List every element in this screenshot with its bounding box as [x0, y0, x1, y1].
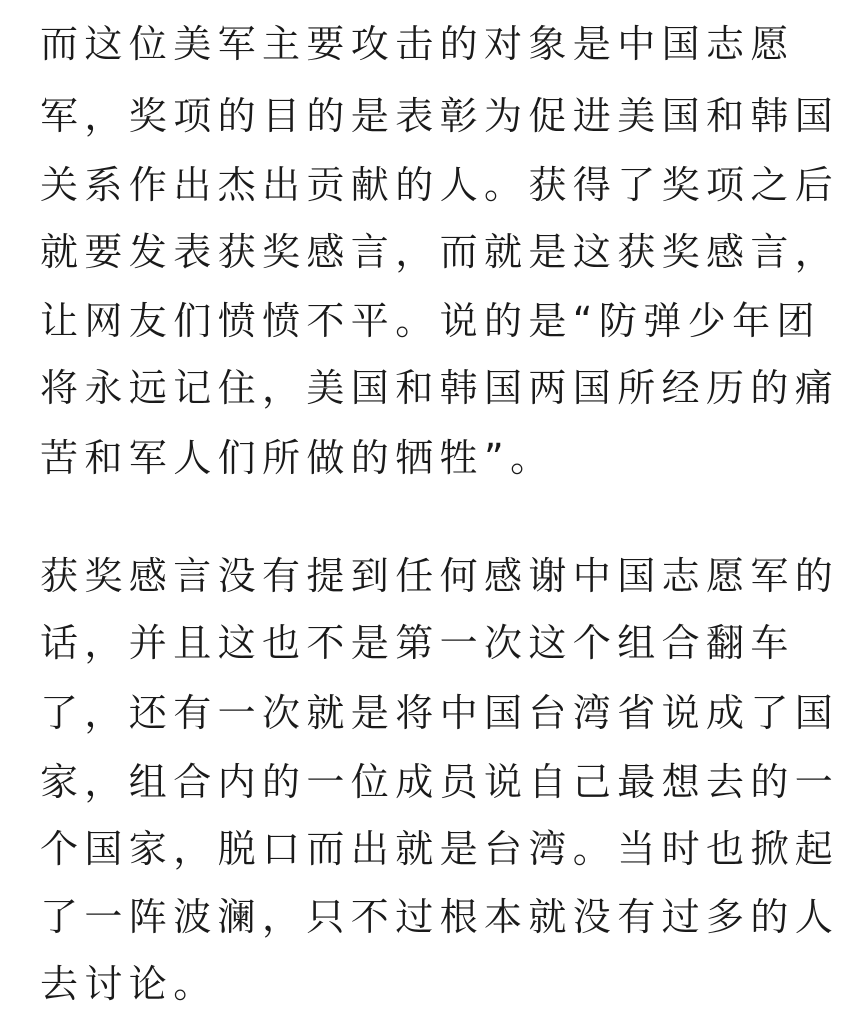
text-line: 获奖感言没有提到任何感谢中国志愿军的	[40, 554, 840, 598]
text-line: 去讨论。	[40, 962, 218, 1006]
text-line: 话，并且这也不是第一次这个组合翻车	[40, 621, 795, 665]
text-line: 军，奖项的目的是表彰为促进美国和韩国	[40, 94, 840, 138]
text-line: 苦和军人们所做的牺牲”。	[40, 436, 555, 480]
text-line: 让网友们愤愤不平。说的是“防弹少年团	[40, 299, 821, 343]
text-line: 将永远记住，美国和韩国两国所经历的痛	[40, 366, 840, 410]
text-line: 关系作出杰出贡献的人。获得了奖项之后	[40, 163, 840, 207]
text-line: 了，还有一次就是将中国台湾省说成了国	[40, 691, 840, 735]
text-line: 而这位美军主要攻击的对象是中国志愿	[40, 22, 795, 66]
text-line: 就要发表获奖感言，而就是这获奖感言，	[40, 230, 840, 274]
text-line: 个国家，脱口而出就是台湾。当时也掀起	[40, 827, 840, 871]
text-line: 家，组合内的一位成员说自己最想去的一	[40, 760, 840, 804]
text-line: 了一阵波澜，只不过根本就没有过多的人	[40, 895, 840, 939]
